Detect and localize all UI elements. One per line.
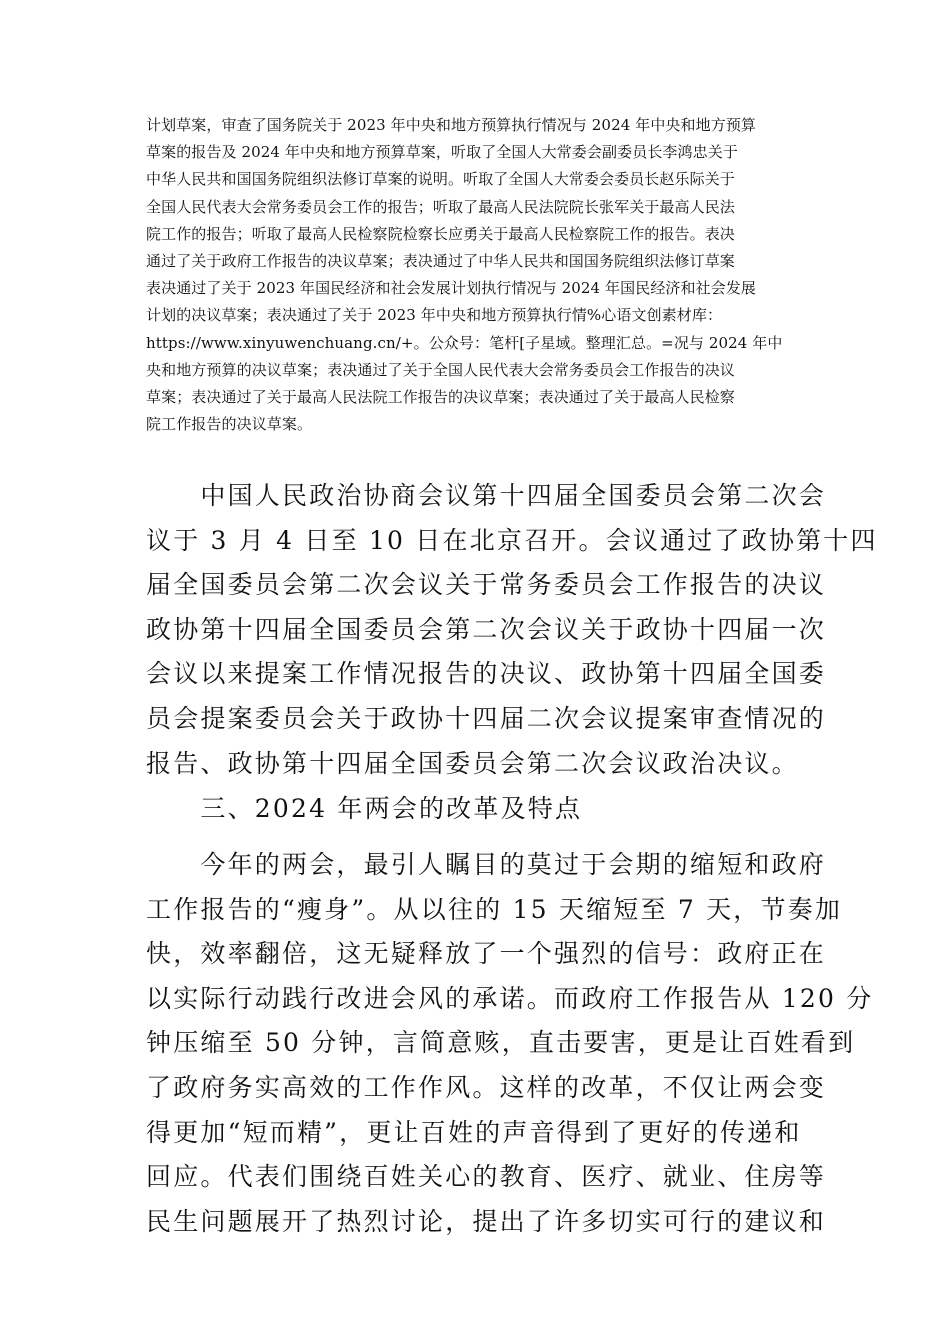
paragraph-line: 央和地方预算的决议草案；表决通过了关于全国人民代表大会常务委员会工作报告的决议 (146, 360, 735, 379)
paragraph-line: 报告、政协第十四届全国委员会第二次会议政治决议。 (146, 748, 799, 778)
paragraph-line: 中华人民共和国国务院组织法修订草案的说明。听取了全国人大常委会委员长赵乐际关于 (146, 170, 735, 189)
paragraph-line: 中国人民政治协商会议第十四届全国委员会第二次会 (146, 481, 827, 510)
paragraph-line: 院工作报告的决议草案。 (146, 415, 313, 434)
paragraph-line: 计划的决议草案；表决通过了关于 2023 年中央和地方预算执行情%心语文创素材库： (146, 306, 723, 325)
section-heading (146, 787, 808, 832)
paragraph-line: 草案的报告及 2024 年中央和地方预算草案，听取了全国人大常委会副委员长李鸿忠关于 (146, 143, 738, 162)
paragraph-line-with-url: https://www.xinyuwenchuang.cn/+。公众号：笔杆[子星域。整理汇总。=况与 2024 年中 (146, 333, 783, 352)
paragraph-line: 会议以来提案工作情况报告的决议、政协第十四届全国委 (146, 659, 827, 689)
paragraph-line: 了政府务实高效的工作作风。这样的改革，不仅让两会变 (146, 1072, 827, 1102)
paragraph-line: 员会提案委员会关于政协十四届二次会议提案审查情况的 (146, 703, 827, 733)
paragraph-line: 计划草案，审查了国务院关于 2023 年中央和地方预算执行情况与 2024 年中央和地方预算 (146, 116, 757, 134)
paragraph-line: 快，效率翻倍，这无疑释放了一个强烈的信号：政府正在 (146, 939, 827, 969)
paragraph-line: 工作报告的“瘦身”。从以往的 15 天缩短至 7 天，节奏加 (146, 894, 843, 924)
paragraph-line: 通过了关于政府工作报告的决议草案；表决通过了中华人民共和国国务院组织法修订草案 (146, 251, 735, 270)
paragraph-line: 以实际行动践行改进会风的承诺。而政府工作报告从 120 分 (146, 983, 874, 1013)
cppcc-session-paragraph (146, 474, 878, 786)
paragraph-line: 院工作的报告；听取了最高人民检察院检察长应勇关于最高人民检察院工作的报告。表决 (146, 224, 735, 243)
section-heading-text: 三、2024 年两会的改革及特点 (146, 794, 583, 823)
reform-paragraph (146, 843, 874, 1244)
paragraph-line: 议于 3 月 4 日至 10 日在北京召开。会议通过了政协第十四 (146, 525, 878, 555)
paragraph-line: 民生问题展开了热烈讨论，提出了许多切实可行的建议和 (146, 1206, 827, 1236)
paragraph-line: 全国人民代表大会常务委员会工作的报告；听取了最高人民法院院长张军关于最高人民法 (146, 197, 735, 216)
paragraph-line: 届全国委员会第二次会议关于常务委员会工作报告的决议 (146, 570, 827, 600)
paragraph-line: 回应。代表们围绕百姓关心的教育、医疗、就业、住房等 (146, 1162, 827, 1192)
paragraph-line: 草案；表决通过了关于最高人民法院工作报告的决议草案；表决通过了关于最高人民检察 (146, 387, 735, 406)
paragraph-line: 今年的两会，最引人瞩目的莫过于会期的缩短和政府 (146, 850, 827, 879)
paragraph-line: 钟压缩至 50 分钟，言简意赅，直击要害，更是让百姓看到 (146, 1028, 856, 1058)
paragraph-line: 表决通过了关于 2023 年国民经济和社会发展计划执行情况与 2024 年国民经济和社会发展 (146, 279, 757, 298)
paragraph-line: 得更加“短而精”，更让百姓的声音得到了更好的传递和 (146, 1117, 802, 1147)
npc-session-paragraph (146, 112, 806, 438)
paragraph-line: 政协第十四届全国委员会第二次会议关于政协十四届一次 (146, 614, 827, 644)
